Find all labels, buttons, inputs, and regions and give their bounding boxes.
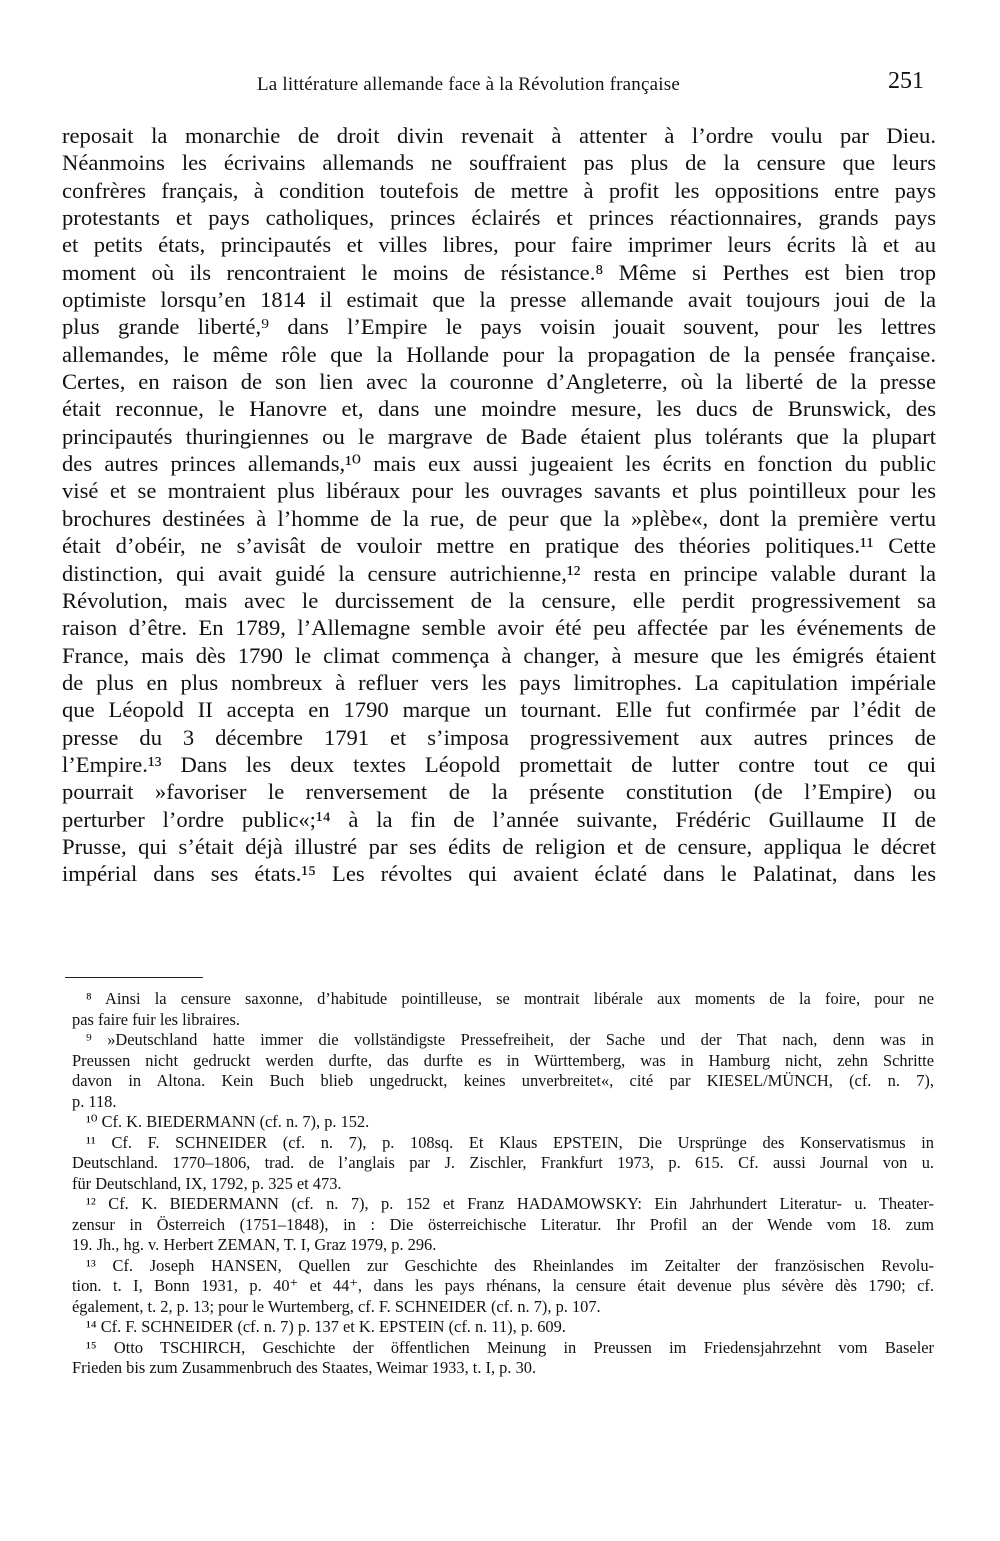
body-line: raison d’être. En 1789, l’Allemagne semble avoir été peu affectée par les événements de bbox=[62, 615, 936, 641]
page-number: 251 bbox=[888, 68, 924, 94]
body-line: Révolution, mais avec le durcissement de la censure, elle perdit progressivement sa bbox=[62, 587, 936, 613]
footnote bbox=[72, 1112, 934, 1133]
footnote-line: ¹⁵ Otto TSCHIRCH, Geschichte der öffentlichen Meinung in Preussen im Friedensjahrzehnt vom Baseler bbox=[86, 1337, 934, 1357]
footnote bbox=[72, 989, 934, 1030]
body-line: de plus en plus nombreux à refluer vers les pays limitrophes. La capitulation impériale bbox=[62, 669, 936, 695]
footnote-line: Preussen nicht gedruckt werden durfte, das durfte es in Württemberg, was in Hamburg nicht, zehn Schritte bbox=[72, 1050, 934, 1070]
footnote-line: für Deutschland, IX, 1792, p. 325 et 473. bbox=[72, 1173, 342, 1193]
footnote-line: ¹³ Cf. Joseph HANSEN, Quellen zur Geschichte des Rheinlandes im Zeitalter der französischen Revolu- bbox=[86, 1255, 934, 1275]
footnote-line: ⁸ Ainsi la censure saxonne, d’habitude pointilleuse, se montrait libérale aux moments de la foire, pour ne bbox=[86, 989, 934, 1008]
footnote-line: zensur in Österreich (1751–1848), in : Die österreichische Literatur. Ihr Profil an der Wende vom 18. zum bbox=[72, 1214, 934, 1234]
body-text bbox=[62, 122, 936, 888]
footnote-line: également, t. 2, p. 13; pour le Wurtemberg, cf. F. SCHNEIDER (cf. n. 7), p. 107. bbox=[72, 1296, 601, 1316]
footnote-line: ⁹ »Deutschland hatte immer die vollständigste Pressefreiheit, der Sache und der That nach, denn was in bbox=[86, 1030, 934, 1049]
footnote-line: 19. Jh., hg. v. Herbert ZEMAN, T. I, Graz 1979, p. 296. bbox=[72, 1235, 437, 1254]
footnote-separator bbox=[65, 977, 203, 978]
body-line: allemandes, le même rôle que la Hollande pour la propagation de la pensée française. bbox=[62, 341, 936, 367]
footnote-line: davon in Altona. Kein Buch blieb ungedruckt, keines unverbreitet«, cité par KIESEL/MÜNCH, (cf. n. 7), bbox=[72, 1071, 934, 1090]
footnote-line: p. 118. bbox=[72, 1091, 117, 1111]
footnote bbox=[72, 1030, 934, 1112]
body-line: reposait la monarchie de droit divin revenait à attenter à l’ordre voulu par Dieu. bbox=[62, 123, 936, 148]
footnote-line: ¹¹ Cf. F. SCHNEIDER (cf. n. 7), p. 108sq. Et Klaus EPSTEIN, Die Ursprünge des Konservatismus in bbox=[86, 1132, 934, 1152]
footnote bbox=[72, 1133, 934, 1195]
body-line: brochures destinées à l’homme de la rue, de peur que la »plèbe«, dont la première vertu bbox=[62, 505, 936, 531]
footnote-line: tion. t. I, Bonn 1931, p. 40⁺ et 44⁺, dans les pays rhénans, la censure était devenue plus sévère dès 1790; cf. bbox=[72, 1276, 934, 1295]
body-line: visé et se montraient plus libéraux pour les ouvrages savants et plus pointilleux pour les bbox=[62, 478, 936, 504]
footnote-line: Deutschland. 1770–1806, trad. de l’anglais par J. Zischler, Frankfurt 1973, p. 615. Cf. aussi Journal von u. bbox=[72, 1153, 934, 1172]
footnote-line: pas faire fuir les libraires. bbox=[72, 1009, 240, 1029]
running-head bbox=[62, 68, 936, 106]
footnote bbox=[72, 1317, 934, 1338]
body-line: que Léopold II accepta en 1790 marque un tournant. Elle fut confirmée par l’édit de bbox=[62, 697, 936, 723]
body-line: optimiste lorsqu’en 1814 il estimait que la presse allemande avait toujours joui de la bbox=[62, 287, 936, 313]
body-line: et petits états, principautés et villes libres, pour faire imprimer leurs écrits là et au bbox=[62, 232, 936, 258]
body-line: perturber l’ordre public«;¹⁴ à la fin de l’année suivante, Frédéric Guillaume II de bbox=[62, 806, 936, 832]
body-line: plus grande liberté,⁹ dans l’Empire le pays voisin jouait souvent, pour les lettres bbox=[62, 314, 936, 340]
body-line: distinction, qui avait guidé la censure autrichienne,¹² resta en principe valable durant la bbox=[62, 560, 936, 586]
footnote-line: ¹² Cf. K. BIEDERMANN (cf. n. 7), p. 152 et Franz HADAMOWSKY: Ein Jahrhundert Literatur- u. Theater- bbox=[86, 1194, 934, 1213]
body-line: Certes, en raison de son lien avec la couronne d’Angleterre, où la liberté de la presse bbox=[62, 369, 936, 395]
body-line: impérial dans ses états.¹⁵ Les révoltes qui avaient éclaté dans le Palatinat, dans les bbox=[62, 861, 936, 887]
footnotes bbox=[72, 989, 934, 1379]
body-line: pourrait »favoriser le renversement de la présente constitution (de l’Empire) ou bbox=[62, 779, 936, 805]
running-title: La littérature allemande face à la Révolution française bbox=[257, 74, 680, 95]
body-line: France, mais dès 1790 le climat commença à changer, à mesure que les émigrés étaient bbox=[62, 642, 936, 668]
body-line: protestants et pays catholiques, princes éclairés et princes réactionnaires, grands pays bbox=[62, 205, 936, 231]
footnote-line: ¹⁴ Cf. F. SCHNEIDER (cf. n. 7) p. 137 et K. EPSTEIN (cf. n. 11), p. 609. bbox=[86, 1317, 566, 1336]
body-line: Prusse, qui s’était déjà illustré par ses édits de religion et de censure, appliqua le décret bbox=[62, 833, 936, 859]
body-line: confrères français, à condition toutefois de mettre à profit les oppositions entre pays bbox=[62, 177, 936, 203]
body-line: moment où ils rencontraient le moins de résistance.⁸ Même si Perthes est bien trop bbox=[62, 259, 936, 285]
body-line: était reconnue, le Hanovre et, dans une moindre mesure, les ducs de Brunswick, des bbox=[62, 396, 936, 422]
footnote bbox=[72, 1194, 934, 1256]
body-line: était d’obéir, ne s’avisât de vouloir mettre en pratique des théories politiques.¹¹ Cette bbox=[62, 533, 936, 559]
body-line: presse du 3 décembre 1791 et s’imposa progressivement aux autres princes de bbox=[62, 724, 936, 750]
body-line: l’Empire.¹³ Dans les deux textes Léopold promettait de lutter contre tout ce qui bbox=[62, 751, 936, 777]
body-line: des autres princes allemands,¹⁰ mais eux aussi jugeaient les écrits en fonction du public bbox=[62, 451, 936, 477]
footnote-line: Frieden bis zum Zusammenbruch des Staates, Weimar 1933, t. I, p. 30. bbox=[72, 1358, 537, 1377]
footnote bbox=[72, 1338, 934, 1379]
footnote-line: ¹⁰ Cf. K. BIEDERMANN (cf. n. 7), p. 152. bbox=[86, 1112, 370, 1131]
footnote bbox=[72, 1256, 934, 1318]
body-line: Néanmoins les écrivains allemands ne souffraient pas plus de la censure que leurs bbox=[62, 150, 936, 176]
body-line: principautés thuringiennes ou le margrave de Bade étaient plus tolérants que la plupart bbox=[62, 423, 936, 449]
